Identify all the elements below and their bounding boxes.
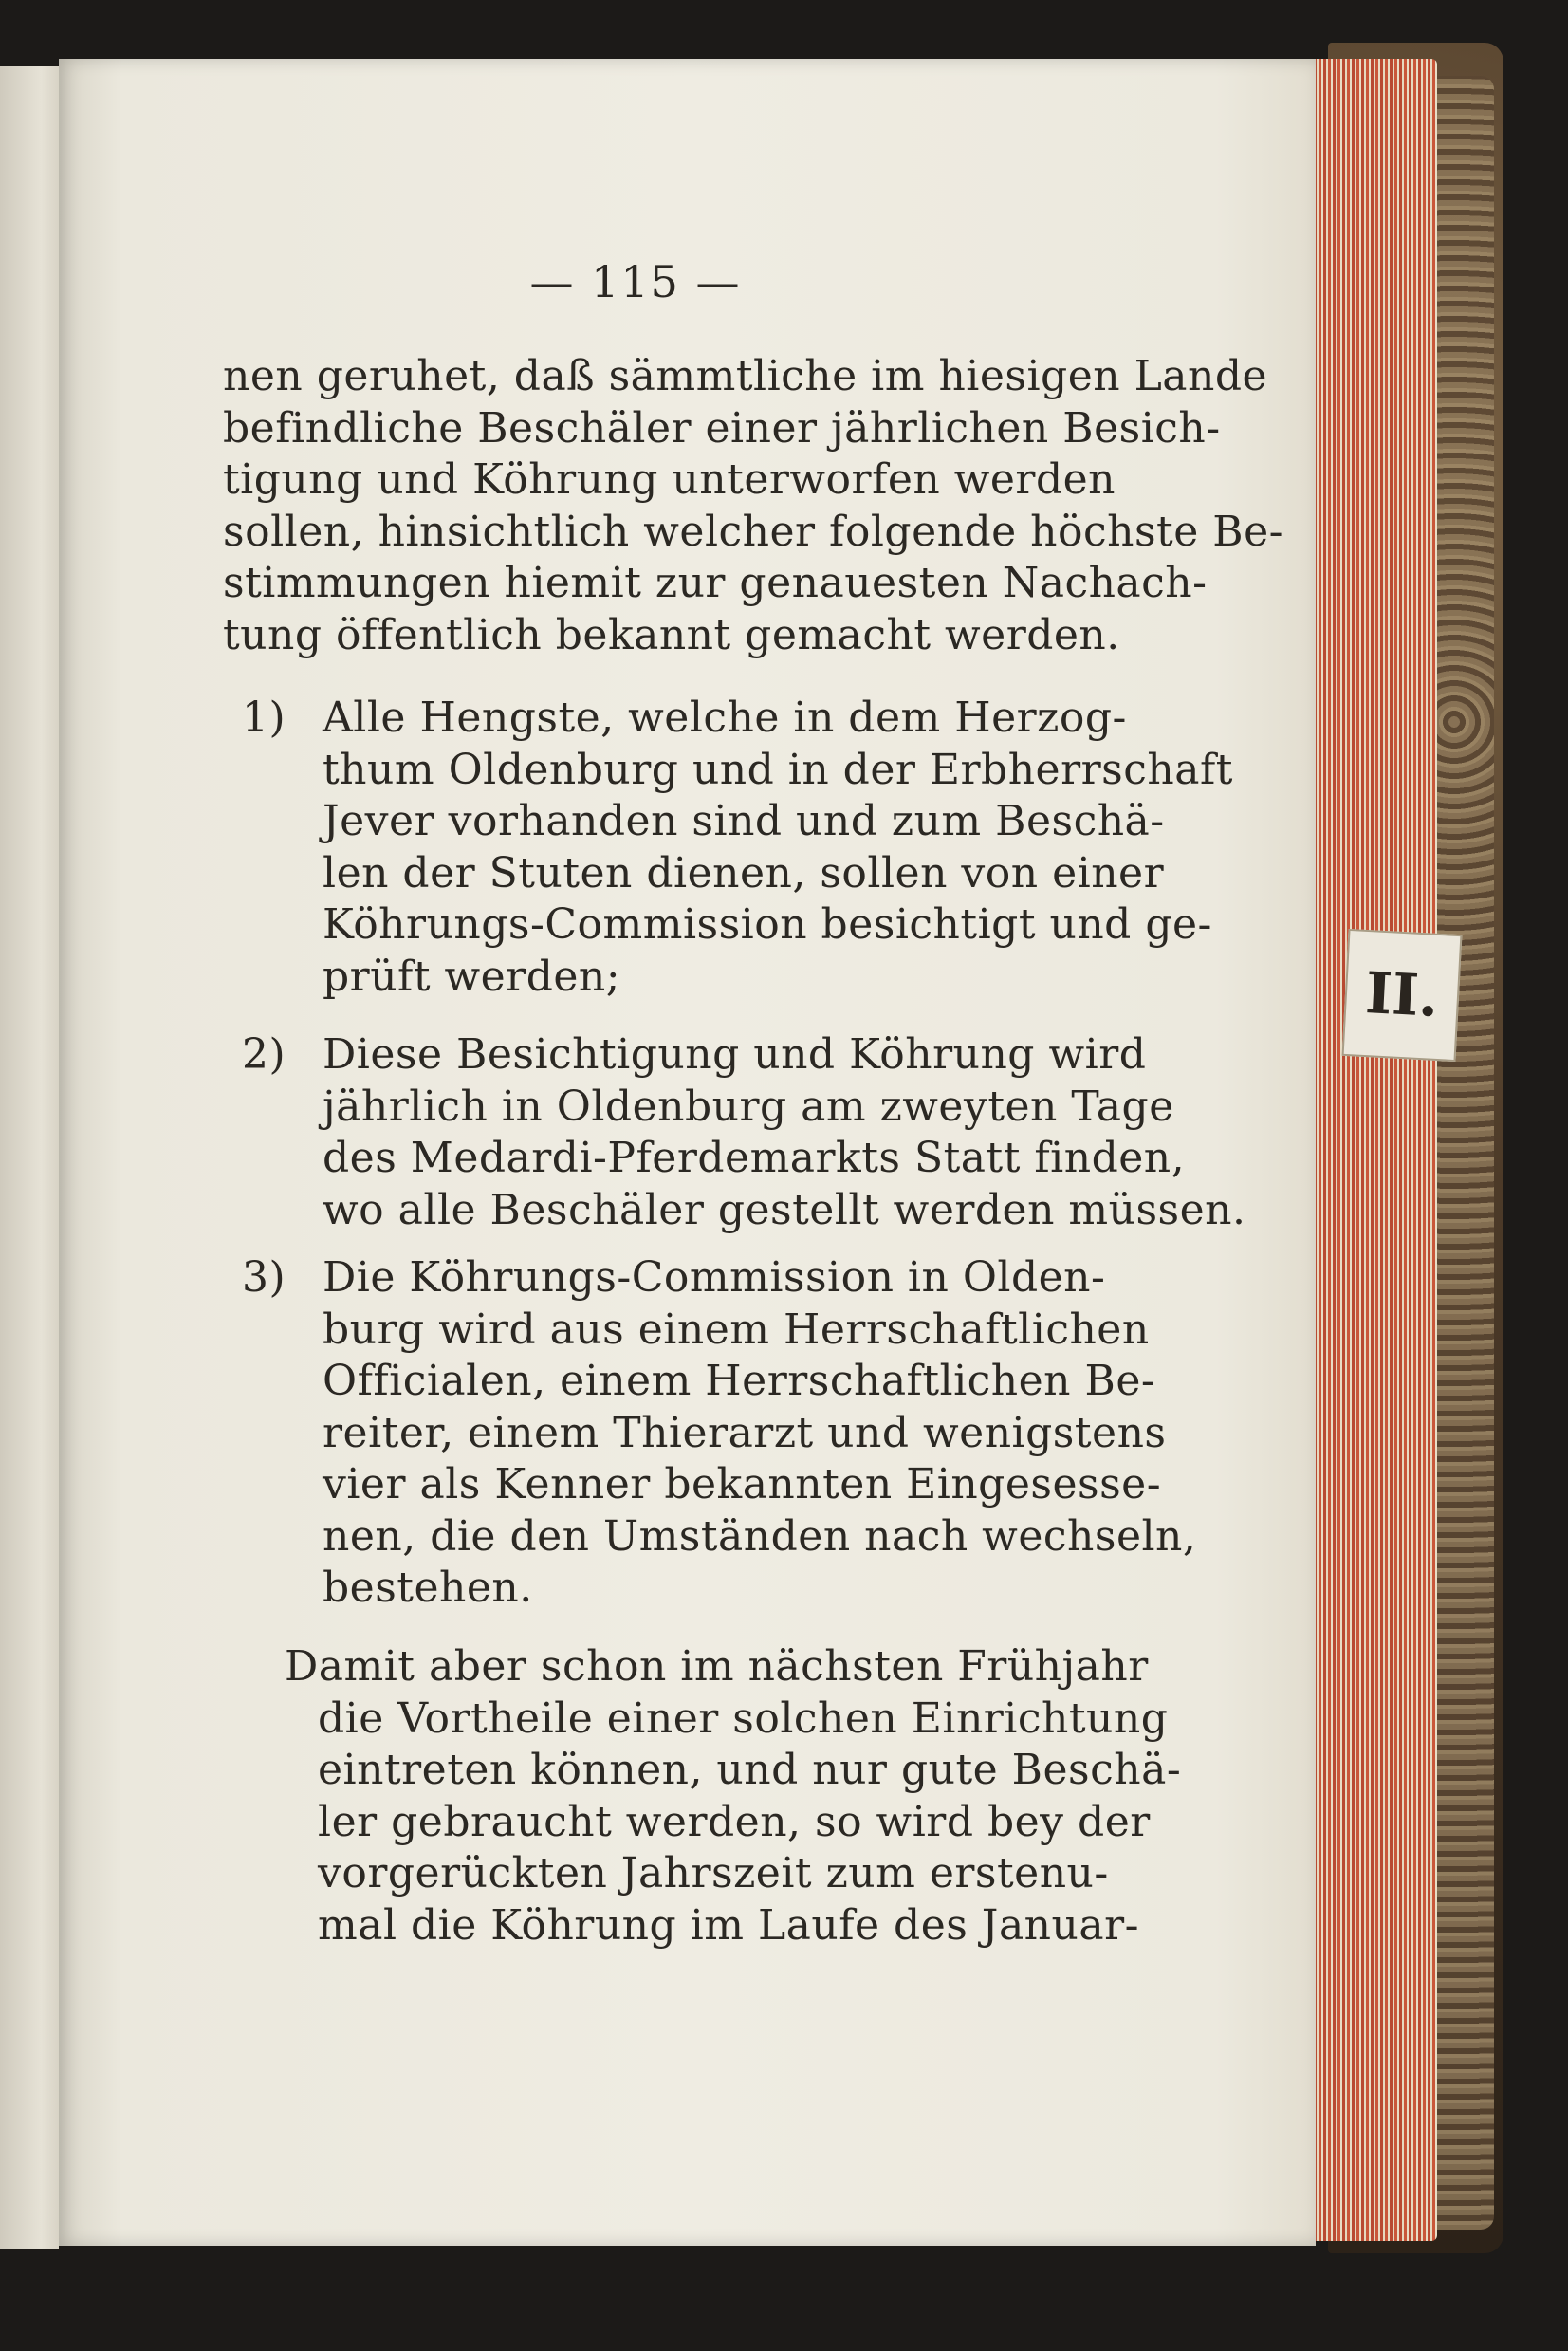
- list-item: [242, 693, 1233, 1003]
- page-number: — 115 —: [529, 256, 742, 307]
- text-line: tung öffentlich bekannt gemacht werden.: [223, 610, 1120, 659]
- index-tab[interactable]: [1342, 929, 1463, 1062]
- text-line: vorgerückten Jahrszeit zum erstenu-: [318, 1849, 1109, 1897]
- text-line: reiter, einem Thierarzt und wenigstens: [323, 1408, 1167, 1457]
- text-line: eintreten können, und nur gute Beschä-: [318, 1746, 1182, 1794]
- text-line: nen geruhet, daß sämmtliche im hiesigen Lande: [223, 352, 1268, 400]
- closing-paragraph: [285, 1641, 1182, 1952]
- text-line: thum Oldenburg und in der Erbherrschaft: [323, 745, 1233, 794]
- text-line: Damit aber schon im nächsten Frühjahr: [285, 1642, 1149, 1691]
- text-line: Köhrungs-Commission besichtigt und ge-: [323, 900, 1212, 949]
- text-line: sollen, hinsichtlich welcher folgende höchste Be-: [223, 507, 1283, 556]
- text-line: die Vortheile einer solchen Einrichtung: [318, 1694, 1169, 1743]
- text-line: ler gebraucht werden, so wird bey der: [318, 1797, 1151, 1846]
- text-line: Diese Besichtigung und Köhrung wird: [323, 1030, 1147, 1079]
- text-line: prüft werden;: [323, 952, 621, 1001]
- marbled-cover: [1428, 76, 1494, 2230]
- list-item-number: 3): [242, 1253, 286, 1302]
- list-item: [242, 1029, 1246, 1236]
- text-line: stimmungen hiemit zur genauesten Nachach-: [223, 559, 1208, 607]
- text-line: Jever vorhanden sind und zum Beschä-: [323, 797, 1165, 845]
- list-item-number: 1): [242, 694, 286, 742]
- index-tab-label: II.: [1363, 960, 1441, 1030]
- intro-paragraph: [223, 351, 1283, 661]
- text-line: bestehen.: [323, 1564, 533, 1612]
- text-line: burg wird aus einem Herrschaftlichen: [323, 1305, 1150, 1354]
- text-line: Die Köhrungs-Commission in Olden-: [323, 1253, 1106, 1302]
- text-line: len der Stuten dienen, sollen von einer: [323, 848, 1165, 898]
- text-line: jährlich in Oldenburg am zweyten Tage: [323, 1082, 1174, 1131]
- list-item: [242, 1252, 1197, 1615]
- facing-page-edge: [0, 66, 59, 2249]
- text-line: nen, die den Umständen nach wechseln,: [323, 1511, 1197, 1561]
- text-line: des Medardi-Pferdemarkts Statt finden,: [323, 1134, 1186, 1182]
- list-item-number: 2): [242, 1030, 286, 1079]
- text-line: Officialen, einem Herrschaftlichen Be-: [323, 1357, 1156, 1405]
- page-stack-edges: [1309, 59, 1437, 2241]
- text-line: vier als Kenner bekannten Eingesesse-: [323, 1460, 1162, 1509]
- text-line: mal die Köhrung im Laufe des Januar-: [318, 1900, 1139, 1950]
- text-line: wo alle Beschäler gestellt werden müssen.: [323, 1185, 1246, 1234]
- text-line: befindliche Beschäler einer jährlichen Besich-: [223, 403, 1221, 453]
- text-line: Alle Hengste, welche in dem Herzog-: [323, 694, 1127, 742]
- text-line: tigung und Köhrung unterworfen werden: [223, 455, 1116, 504]
